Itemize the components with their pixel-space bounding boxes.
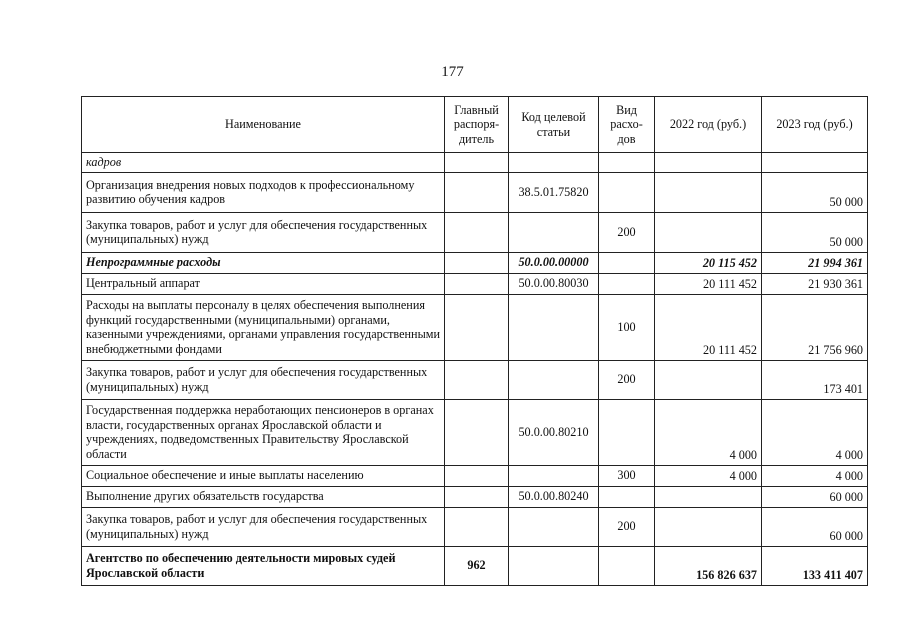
row-code [509, 153, 599, 173]
row-manager [445, 294, 509, 360]
header-manager: Главный распоря-дитель [445, 97, 509, 153]
row-value-2023: 60 000 [762, 507, 868, 546]
row-name: Организация внедрения новых подходов к профессиональному развитию обучения кадров [82, 172, 445, 212]
row-manager [445, 212, 509, 252]
row-manager [445, 465, 509, 486]
header-type: Вид расхо-дов [599, 97, 655, 153]
table-header-row [82, 97, 868, 153]
row-name: Закупка товаров, работ и услуг для обеспечения государственных (муниципальных) нужд [82, 212, 445, 252]
row-code: 50.0.00.80210 [509, 399, 599, 465]
row-value-2023: 50 000 [762, 212, 868, 252]
row-code [509, 465, 599, 486]
table-row [82, 360, 868, 399]
row-value-2022 [655, 172, 762, 212]
row-value-2022 [655, 507, 762, 546]
row-manager [445, 172, 509, 212]
row-type: 200 [599, 212, 655, 252]
row-name: Закупка товаров, работ и услуг для обеспечения государственных (муниципальных) нужд [82, 507, 445, 546]
table-row [82, 294, 868, 360]
table-row [82, 252, 868, 273]
row-manager [445, 273, 509, 294]
row-value-2023: 173 401 [762, 360, 868, 399]
table-row [82, 465, 868, 486]
row-name: Выполнение других обязательств государства [82, 486, 445, 507]
table-row [82, 546, 868, 585]
row-manager [445, 507, 509, 546]
row-value-2023 [762, 153, 868, 173]
table-row [82, 153, 868, 173]
row-value-2022: 20 111 452 [655, 273, 762, 294]
row-value-2022 [655, 486, 762, 507]
page-number: 177 [441, 64, 464, 80]
row-value-2023: 50 000 [762, 172, 868, 212]
row-value-2023: 4 000 [762, 465, 868, 486]
row-code: 50.0.00.80240 [509, 486, 599, 507]
row-type [599, 153, 655, 173]
row-manager [445, 486, 509, 507]
table-row [82, 273, 868, 294]
row-type [599, 486, 655, 507]
row-value-2023: 4 000 [762, 399, 868, 465]
table-row [82, 486, 868, 507]
table-row [82, 399, 868, 465]
row-type [599, 252, 655, 273]
header-year-2023: 2023 год (руб.) [762, 97, 868, 153]
row-value-2022: 156 826 637 [655, 546, 762, 585]
row-value-2023: 21 930 361 [762, 273, 868, 294]
row-value-2023: 133 411 407 [762, 546, 868, 585]
row-value-2023: 21 994 361 [762, 252, 868, 273]
row-value-2023: 21 756 960 [762, 294, 868, 360]
row-type: 200 [599, 360, 655, 399]
row-manager [445, 252, 509, 273]
row-code: 50.0.00.00000 [509, 252, 599, 273]
row-manager [445, 399, 509, 465]
header-name: Наименование [82, 97, 445, 153]
row-name: Государственная поддержка неработающих пенсионеров в органах власти, государственных органах Ярославской области и учреждениях, подведомственных Правительству Ярославской области [82, 399, 445, 465]
row-type: 100 [599, 294, 655, 360]
row-value-2022 [655, 153, 762, 173]
row-value-2022: 4 000 [655, 465, 762, 486]
row-type: 200 [599, 507, 655, 546]
row-value-2022: 20 115 452 [655, 252, 762, 273]
row-type [599, 172, 655, 212]
row-name: Центральный аппарат [82, 273, 445, 294]
row-manager: 962 [445, 546, 509, 585]
row-code [509, 294, 599, 360]
row-name: Закупка товаров, работ и услуг для обеспечения государственных (муниципальных) нужд [82, 360, 445, 399]
row-code: 38.5.01.75820 [509, 172, 599, 212]
header-code: Код целевой статьи [509, 97, 599, 153]
table-row [82, 507, 868, 546]
row-type: 300 [599, 465, 655, 486]
row-code [509, 212, 599, 252]
row-code [509, 546, 599, 585]
row-value-2023: 60 000 [762, 486, 868, 507]
row-value-2022: 4 000 [655, 399, 762, 465]
table-row [82, 172, 868, 212]
row-value-2022 [655, 360, 762, 399]
row-type [599, 546, 655, 585]
budget-table [81, 96, 868, 586]
row-value-2022: 20 111 452 [655, 294, 762, 360]
row-name: Агентство по обеспечению деятельности мировых судей Ярославской области [82, 546, 445, 585]
row-code [509, 360, 599, 399]
row-code: 50.0.00.80030 [509, 273, 599, 294]
row-type [599, 273, 655, 294]
row-value-2022 [655, 212, 762, 252]
row-name: Расходы на выплаты персоналу в целях обеспечения выполнения функций государственными (муниципальными) органами, казенными учреждениями, органами управления государственными внебюджетными фондами [82, 294, 445, 360]
row-manager [445, 153, 509, 173]
header-year-2022: 2022 год (руб.) [655, 97, 762, 153]
row-type [599, 399, 655, 465]
row-name: кадров [82, 153, 445, 173]
row-code [509, 507, 599, 546]
row-name: Социальное обеспечение и иные выплаты населению [82, 465, 445, 486]
row-manager [445, 360, 509, 399]
row-name: Непрограммные расходы [82, 252, 445, 273]
table-row [82, 212, 868, 252]
